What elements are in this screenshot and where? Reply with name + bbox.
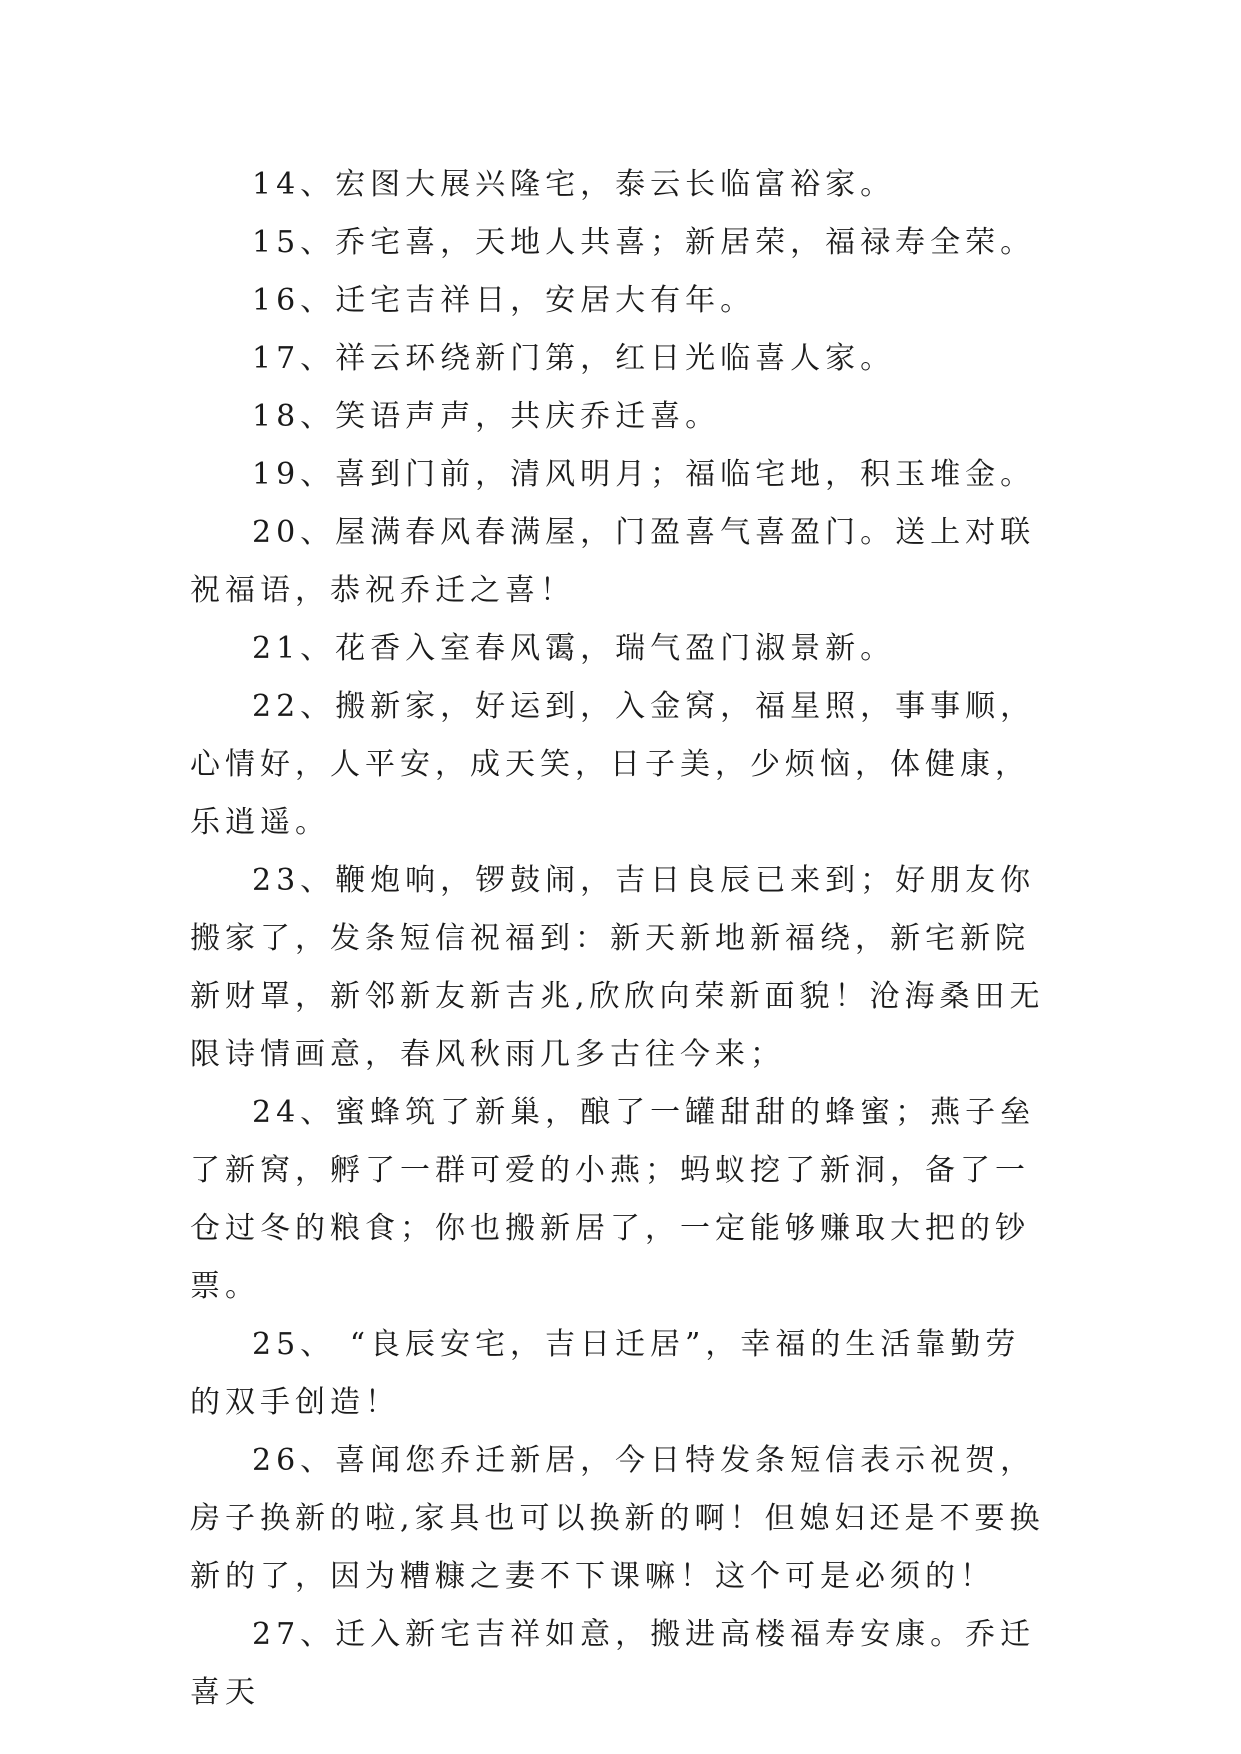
paragraph-17: 17、祥云环绕新门第，红日光临喜人家。 — [252, 341, 896, 376]
paragraph-15: 15、乔宅喜，天地人共喜；新居荣，福禄寿全荣。 — [252, 225, 1036, 260]
paragraph-19: 19、喜到门前，清风明月；福临宅地，积玉堆金。 — [252, 457, 1036, 492]
paragraph-25: 25、 “良辰安宅，吉日迁居”，幸福的生活靠勤劳的双手创造！ — [190, 1327, 1021, 1420]
paragraph-22: 22、搬新家，好运到，入金窝，福星照，事事顺，心情好，人平安，成天笑，日子美，少烦恼，体健康，乐逍遥。 — [190, 689, 1036, 840]
paragraph-20: 20、屋满春风春满屋，门盈喜气喜盈门。送上对联祝福语，恭祝乔迁之喜！ — [190, 515, 1036, 608]
paragraph-23: 23、鞭炮响，锣鼓闹，吉日良辰已来到；好朋友你搬家了，发条短信祝福到：新天新地新福绕，新宅新院新财罩，新邻新友新吉兆,欣欣向荣新面貌！沧海桑田无限诗情画意，春风秋雨几多古往今来； — [190, 863, 1045, 1072]
paragraph-26: 26、喜闻您乔迁新居，今日特发条短信表示祝贺，房子换新的啦,家具也可以换新的啊！但媳妇还是不要换新的了，因为糟糠之妻不下课嘛！这个可是必须的！ — [190, 1443, 1045, 1594]
paragraph-24: 24、蜜蜂筑了新巢，酿了一罐甜甜的蜂蜜；燕子垒了新窝，孵了一群可爱的小燕；蚂蚁挖了新洞，备了一仓过冬的粮食；你也搬新居了，一定能够赚取大把的钞票。 — [190, 1095, 1036, 1304]
document-body — [190, 156, 1052, 1722]
paragraph-14: 14、宏图大展兴隆宅，泰云长临富裕家。 — [252, 167, 896, 202]
paragraph-16: 16、迁宅吉祥日，安居大有年。 — [252, 283, 756, 318]
paragraph-21: 21、花香入室春风霭，瑞气盈门淑景新。 — [252, 631, 896, 666]
paragraph-18: 18、笑语声声，共庆乔迁喜。 — [252, 399, 721, 434]
paragraph-27: 27、迁入新宅吉祥如意，搬进高楼福寿安康。乔迁喜天 — [190, 1617, 1036, 1710]
